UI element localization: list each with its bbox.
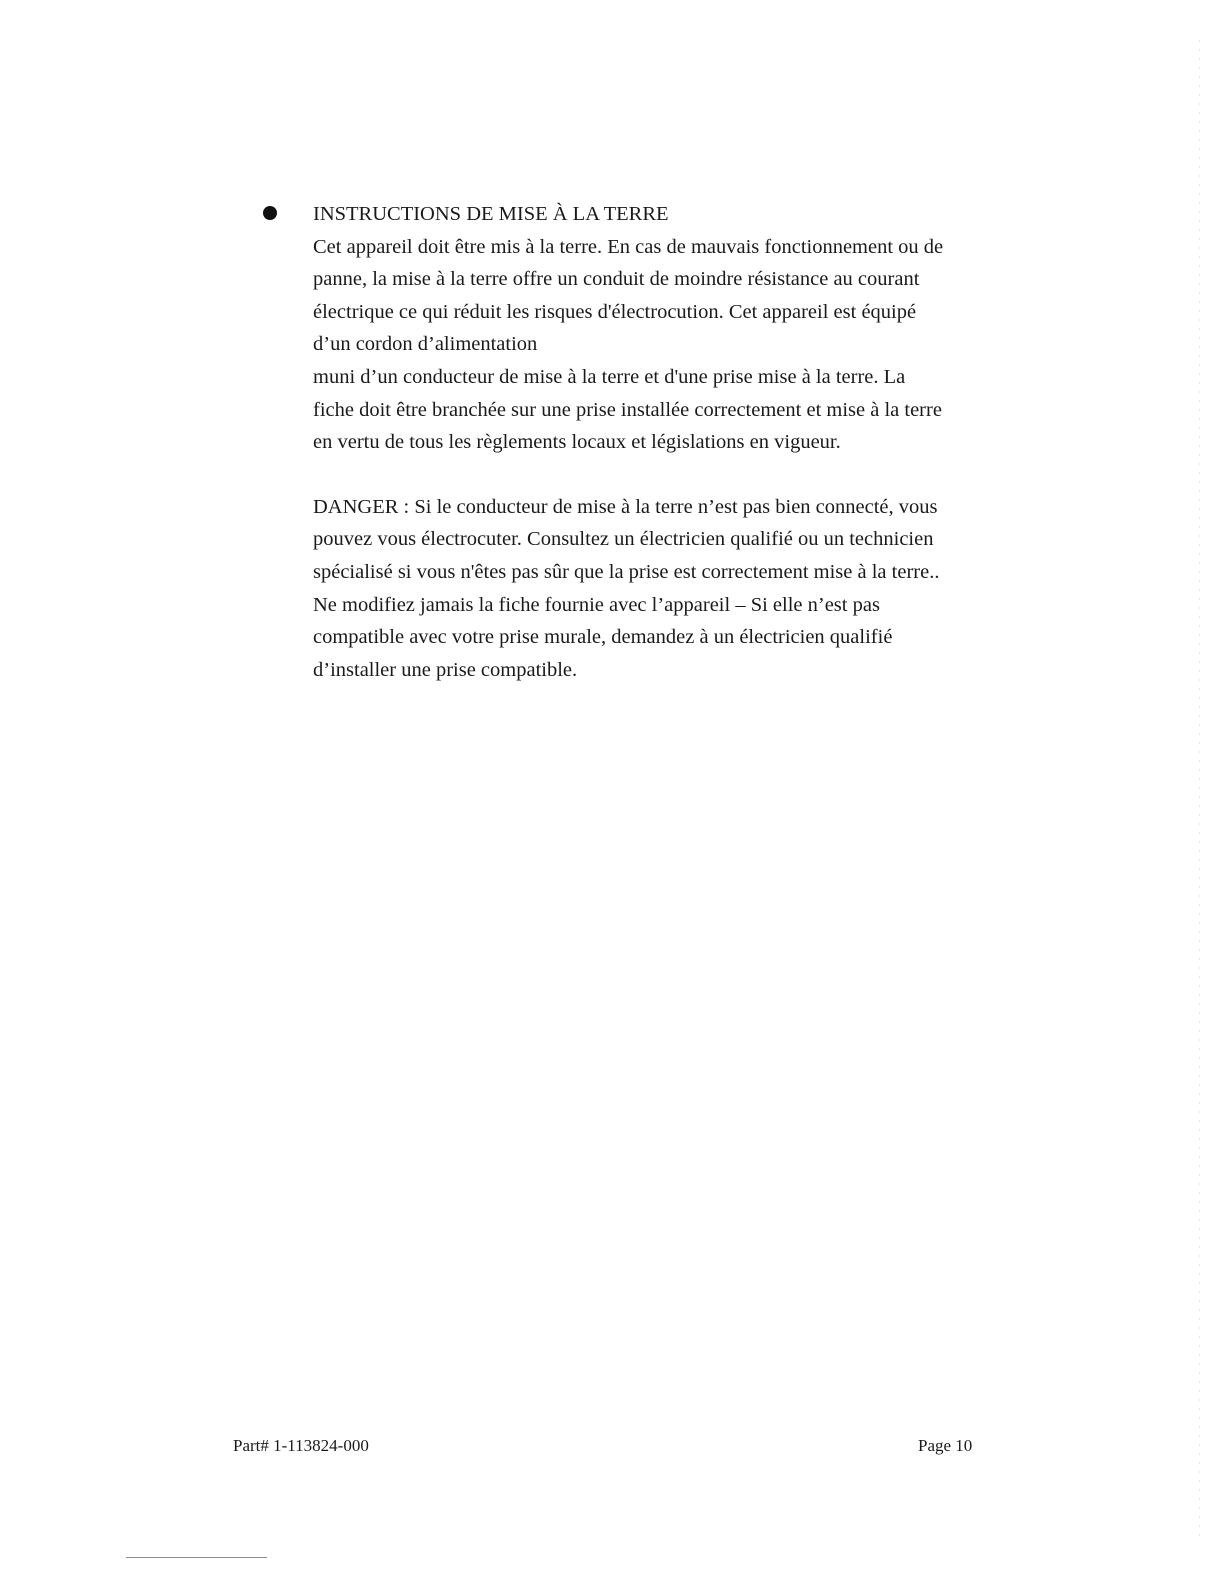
paragraph-line: DANGER : Si le conducteur de mise à la terre n’est pas bien connecté, vous	[313, 495, 938, 518]
paragraph-line: d’un cordon d’alimentation	[313, 333, 538, 356]
paragraph-spacer	[313, 459, 993, 491]
paragraph-line: spécialisé si vous n'êtes pas sûr que la prise est correctement mise à la terre..	[313, 560, 940, 583]
paragraph-line: pouvez vous électrocuter. Consultez un électricien qualifié ou un technicien	[313, 528, 934, 551]
footer-page-number: Page 10	[918, 1436, 973, 1455]
paragraph-line: Ne modifiez jamais la fiche fournie avec l’appareil – Si elle n’est pas	[313, 593, 880, 616]
footer-part-number: Part# 1-113824-000	[233, 1436, 369, 1455]
paragraph-line: fiche doit être branchée sur une prise installée correctement et mise à la terre	[313, 398, 942, 421]
footnote-divider	[126, 1557, 267, 1558]
grounding-paragraph	[313, 231, 993, 459]
paragraph-line: en vertu de tous les règlements locaux et législations en vigueur.	[313, 431, 841, 454]
paragraph-line: muni d’un conducteur de mise à la terre et d'une prise mise à la terre. La	[313, 365, 906, 388]
section-heading: INSTRUCTIONS DE MISE À LA TERRE	[313, 203, 669, 225]
paragraph-line: compatible avec votre prise murale, demandez à un électricien qualifié	[313, 626, 893, 649]
bullet-icon	[263, 206, 277, 220]
paragraph-line: d’installer une prise compatible.	[313, 658, 578, 681]
scan-edge-artifact	[1199, 40, 1200, 1540]
danger-paragraph	[313, 491, 993, 687]
paragraph-line: électrique ce qui réduit les risques d'électrocution. Cet appareil est équipé	[313, 300, 917, 323]
grounding-instructions-section	[313, 198, 993, 686]
paragraph-line: panne, la mise à la terre offre un conduit de moindre résistance au courant	[313, 268, 920, 291]
paragraph-line: Cet appareil doit être mis à la terre. En cas de mauvais fonctionnement ou de	[313, 235, 944, 258]
